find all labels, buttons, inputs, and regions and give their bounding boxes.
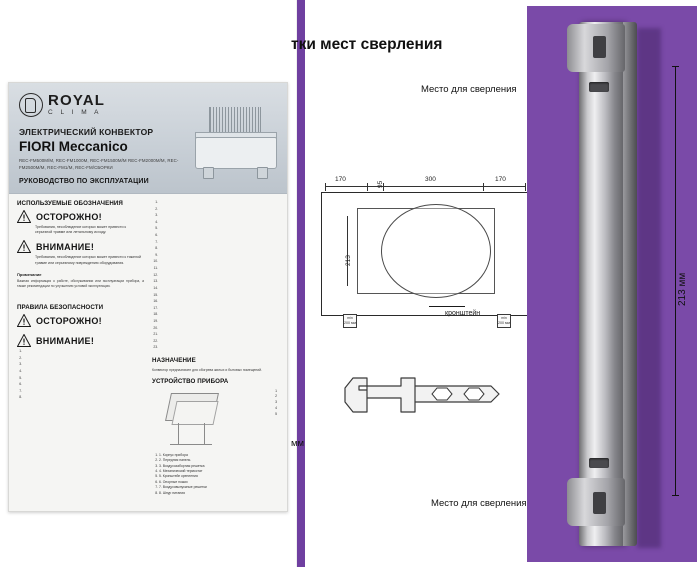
- warning-triangle-icon: [17, 211, 31, 223]
- device-diagram: [152, 389, 279, 451]
- device-legend-list: [152, 453, 279, 497]
- bracket-top-slot: [593, 36, 606, 58]
- bracket-folded-edge: [623, 22, 637, 546]
- foot-min-distance-left: min 200 мм: [343, 314, 357, 328]
- caution-row: [17, 211, 144, 223]
- bracket-drill-hole-top: [589, 82, 609, 92]
- dimension-line-vertical: [347, 216, 348, 286]
- manual-cover-header: [9, 83, 287, 194]
- cover-title-block: [19, 127, 189, 185]
- bracket-photo: [527, 6, 697, 562]
- manual-cover-body: [9, 194, 287, 511]
- attention-word: ВНИМАНИЕ!: [36, 242, 95, 253]
- dimension-tick: [367, 183, 368, 191]
- manual-column-left: [17, 200, 144, 505]
- caution-word: ОСТОРОЖНО!: [36, 212, 102, 222]
- dimension-tick: [325, 183, 326, 191]
- convector-leg-left: [203, 167, 214, 179]
- list-item: [159, 326, 279, 331]
- list-item: [159, 253, 279, 258]
- list-item: [159, 240, 279, 245]
- safety-attention-row: [17, 335, 144, 347]
- convector-leg-right: [257, 167, 268, 179]
- list-item: [23, 389, 144, 394]
- dimension-213: 213: [345, 255, 352, 266]
- list-item: [159, 286, 279, 291]
- warning-triangle-icon: [17, 241, 31, 253]
- brand-name: ROYAL: [48, 92, 106, 110]
- list-item: [23, 376, 144, 381]
- dimension-300: 300: [425, 176, 436, 183]
- list-item: [159, 220, 279, 225]
- list-item: [159, 246, 279, 251]
- technical-drawing: [321, 176, 531, 326]
- list-item: 1. 1. Корпус прибора: [159, 453, 279, 458]
- cover-manual-type: РУКОВОДСТВО ПО ЭКСПЛУАТАЦИИ: [19, 178, 149, 186]
- foot-min-distance-right: min 200 мм: [497, 314, 511, 328]
- cover-model-name: FIORI Meccanico: [19, 139, 128, 154]
- dimension-line-horizontal: [325, 186, 525, 187]
- dimension-170-right: 170: [495, 176, 506, 183]
- dimension-95: 95: [377, 180, 384, 188]
- caution-note: Требования, несоблюдение которых может привести к серьезной травме или летальному исходу.: [35, 225, 127, 235]
- section-title-safety: ПРАВИЛА БЕЗОПАСНОСТИ: [17, 304, 104, 312]
- list-item: [159, 279, 279, 284]
- list-item: [159, 207, 279, 212]
- list-item: [23, 356, 144, 361]
- cover-product-type: ЭЛЕКТРИЧЕСКИЙ КОНВЕКТОР: [19, 127, 154, 137]
- wrench-tool-illustration: [341, 372, 501, 418]
- list-item: [159, 319, 279, 324]
- safety-caution-word: ОСТОРОЖНО!: [36, 316, 102, 327]
- list-item: 4. 4. Механический термостат: [159, 469, 279, 474]
- list-item: [23, 349, 144, 354]
- bracket-drill-hole-bottom: [589, 458, 609, 468]
- list-item: 6. 6. Опорные ножки: [159, 480, 279, 485]
- section-title-purpose: НАЗНАЧЕНИЕ: [152, 356, 196, 364]
- list-item: [23, 395, 144, 400]
- cover-model-codes: REC-FM500M/M, REC-FM1000M, REC-FM1500M/M REC-FM2000M/M, REC-FM2500M/M, REC-FM1/M, REC-FM/CБОРКИ: [19, 158, 179, 170]
- convector-body: [195, 137, 277, 169]
- device-stand-left: [178, 423, 179, 445]
- list-item: [159, 332, 279, 337]
- width-dimension-label: мм: [291, 438, 305, 449]
- safety-rules-list: [17, 349, 144, 400]
- warning-triangle-icon: [17, 335, 31, 347]
- brand-subtitle: C L I M A: [48, 109, 102, 117]
- drawing-panel: [291, 0, 700, 567]
- manual-cover: [8, 82, 288, 512]
- manual-column-right: [152, 200, 279, 505]
- royal-crown-icon: [19, 93, 43, 117]
- bracket-shadow: [637, 28, 661, 548]
- list-item: 3. 3. Воздухозаборная решетка: [159, 464, 279, 469]
- dimension-tick: [483, 183, 484, 191]
- list-item: [159, 259, 279, 264]
- note-body: Важная информация о работе, обслуживании или эксплуатации прибора, а также рекомендации по улучшению условий эксплуатации.: [17, 278, 144, 288]
- list-item: [159, 345, 279, 350]
- device-stand-right: [204, 423, 205, 445]
- list-item: [159, 233, 279, 238]
- list-item: [159, 299, 279, 304]
- list-item: 2. 2. Передняя панель: [159, 458, 279, 463]
- device-base-line: [170, 444, 212, 445]
- safety-caution-row: [17, 315, 144, 327]
- brand-logo: [19, 93, 105, 117]
- attention-row: [17, 241, 144, 253]
- list-item: [159, 306, 279, 311]
- note-filler-1: [17, 294, 144, 299]
- list-item: [23, 382, 144, 387]
- list-item: [23, 369, 144, 374]
- list-item: [159, 293, 279, 298]
- dimension-170-left: 170: [335, 176, 346, 183]
- list-item: 7. 7. Воздуховыпускные решетки: [159, 485, 279, 490]
- dimension-tick: [525, 183, 526, 191]
- bracket-bottom-slot: [593, 492, 606, 514]
- callout-label-bottom: Место для сверления: [431, 498, 527, 509]
- page-title: тки мест сверления: [291, 36, 443, 53]
- attention-note: Требования, несоблюдение которых может привести к тяжелой травме или серьезному повреждению оборудования.: [35, 255, 142, 265]
- list-item: [159, 213, 279, 218]
- list-item: 5. 5. Кронштейн крепления: [159, 474, 279, 479]
- list-item: [159, 312, 279, 317]
- list-item: [159, 200, 279, 205]
- section-title-symbols: ИСПОЛЬЗУЕМЫЕ ОБОЗНАЧЕНИЯ: [17, 200, 123, 207]
- purpose-body: Конвектор предназначен для обогрева жилых и бытовых помещений.: [152, 367, 262, 372]
- safety-rules-list-continued: [152, 200, 279, 351]
- section-title-device: УСТРОЙСТВО ПРИБОРА: [152, 377, 229, 385]
- warning-triangle-icon: [17, 315, 31, 327]
- safety-attention-word: ВНИМАНИЕ!: [36, 336, 95, 347]
- convector-illustration: [189, 101, 281, 183]
- drawing-detail-magnifier: [381, 204, 491, 298]
- bracket-height-dimension-line: [675, 66, 676, 496]
- list-item: [159, 339, 279, 344]
- manual-scan-panel: [0, 0, 296, 567]
- list-item: [159, 273, 279, 278]
- callout-label-bracket: кронштейн: [445, 310, 481, 317]
- list-item: [159, 226, 279, 231]
- device-callout-numbers: 1 2 3 4 5: [275, 388, 277, 416]
- list-item: [23, 362, 144, 367]
- list-item: [159, 266, 279, 271]
- callout-label-top: Место для сверления: [421, 84, 517, 95]
- note-title: Примечание: [17, 271, 42, 277]
- list-item: 8. 8. Шнур питания: [159, 491, 279, 496]
- device-front-panel-outline: [171, 401, 218, 425]
- bracket-callout-leader: [429, 306, 465, 307]
- purple-edge-strip: [297, 0, 305, 567]
- bracket-height-label: 213 мм: [677, 272, 688, 306]
- convector-heating-element: [209, 107, 261, 133]
